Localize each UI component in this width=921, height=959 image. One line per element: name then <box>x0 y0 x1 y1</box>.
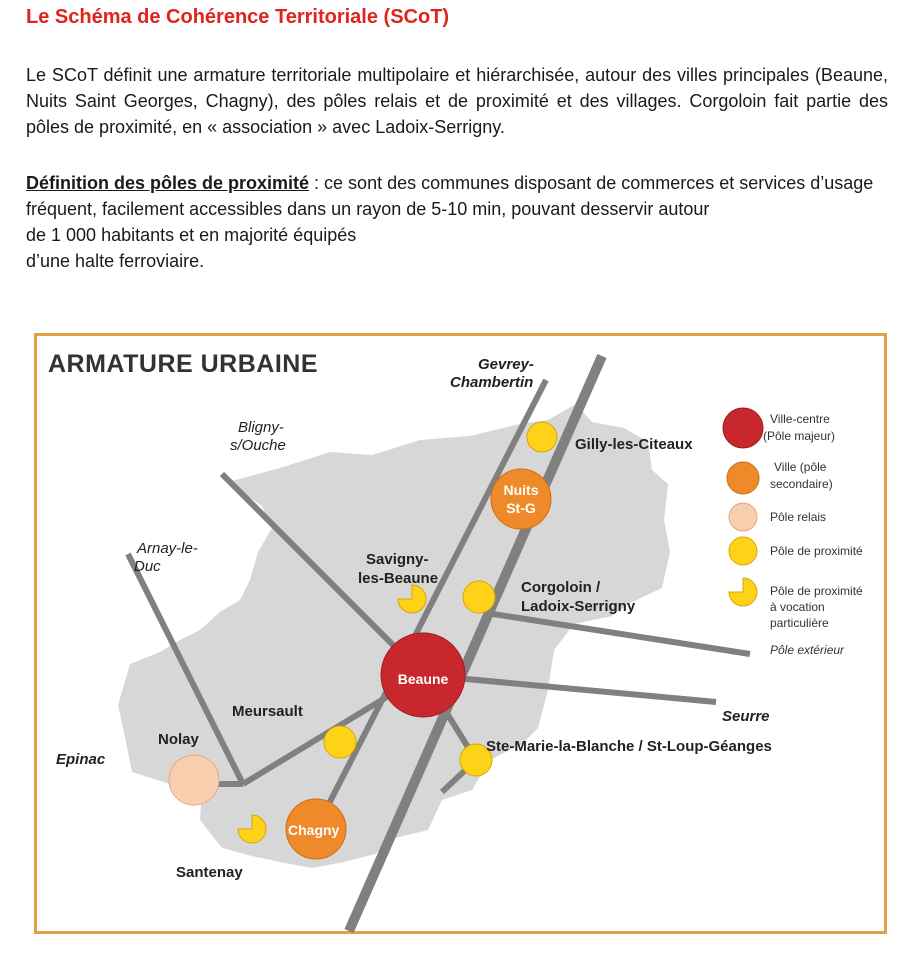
legend-ville-centre-2: (Pôle majeur) <box>763 429 836 443</box>
label-ste-marie: Ste-Marie-la-Blanche / St-Loup-Géanges <box>486 738 772 755</box>
legend-proximite-symbol <box>729 537 757 565</box>
label-meursault: Meursault <box>232 703 303 720</box>
legend-particuliere-3: particulière <box>770 616 829 630</box>
label-beaune: Beaune <box>397 671 449 687</box>
legend-particuliere-2: à vocation <box>770 600 825 614</box>
legend-particuliere-1: Pôle de proximité <box>770 584 863 598</box>
label-gevrey-1: Gevrey- <box>478 356 534 373</box>
label-epinac: Epinac <box>56 751 106 768</box>
label-corgoloin-2: Ladoix-Serrigny <box>521 598 636 615</box>
map-title: ARMATURE URBAINE <box>48 350 319 378</box>
marker-meursault-proximite <box>324 726 356 758</box>
definition-line-3: d’une halte ferroviaire. <box>26 251 205 271</box>
label-seurre: Seurre <box>722 708 770 725</box>
legend-exterieur: Pôle extérieur <box>770 643 845 657</box>
label-nolay: Nolay <box>158 731 199 748</box>
marker-gilly-proximite <box>527 422 557 452</box>
intro-paragraph: Le SCoT définit une armature territoriale multipolaire et hiérarchisée, autour des villes principales (Beaune, Nuits Saint Georges, Chagny), des pôles relais et de proximité et des villages. Corgoloin fait partie des pôles de proximité, en « association » avec Ladoix-Serrigny. <box>26 65 888 137</box>
label-bligny-2: s/Ouche <box>230 437 286 454</box>
label-nuits-1: Nuits <box>503 482 539 498</box>
legend-ville-1: Ville (pôle <box>774 460 827 474</box>
label-savigny-1: Savigny- <box>366 551 429 568</box>
legend-relais: Pôle relais <box>770 510 827 524</box>
legend-ville-centre-symbol <box>723 408 763 448</box>
legend-relais-symbol <box>729 503 757 531</box>
definition-text-1: : ce sont des communes disposant de commerces et services d’usage fréquent, facilement accessibles dans un rayon de 5-10 min, pouvant desservir autour <box>26 173 874 219</box>
legend-proximite: Pôle de proximité <box>770 544 863 558</box>
label-corgoloin-1: Corgoloin / <box>521 579 601 596</box>
legend-ville-symbol <box>727 462 759 494</box>
legend-ville-2: secondaire) <box>770 477 833 491</box>
label-savigny-2: les-Beaune <box>358 570 439 587</box>
definition-line-2: de 1 000 habitants et en majorité équipés <box>26 225 357 245</box>
definition-term: Définition des pôles de proximité <box>26 173 310 193</box>
label-nuits-2: St-G <box>506 500 536 516</box>
marker-nolay-relais <box>169 755 219 805</box>
label-bligny-1: Bligny- <box>238 419 284 436</box>
label-arnay-1: Arnay-le- <box>137 540 198 557</box>
label-gilly: Gilly-les-Citeaux <box>575 436 693 453</box>
marker-corgoloin-proximite <box>463 581 495 613</box>
label-santenay: Santenay <box>176 864 243 881</box>
legend-particuliere-symbol <box>729 578 757 606</box>
legend-ville-centre-1: Ville-centre <box>770 412 830 426</box>
label-arnay-2: Duc <box>134 558 161 575</box>
label-gevrey-2: Chambertin <box>450 374 534 391</box>
label-chagny: Chagny <box>288 822 340 838</box>
document-title: Le Schéma de Cohérence Territoriale (SCoT) <box>26 6 450 28</box>
